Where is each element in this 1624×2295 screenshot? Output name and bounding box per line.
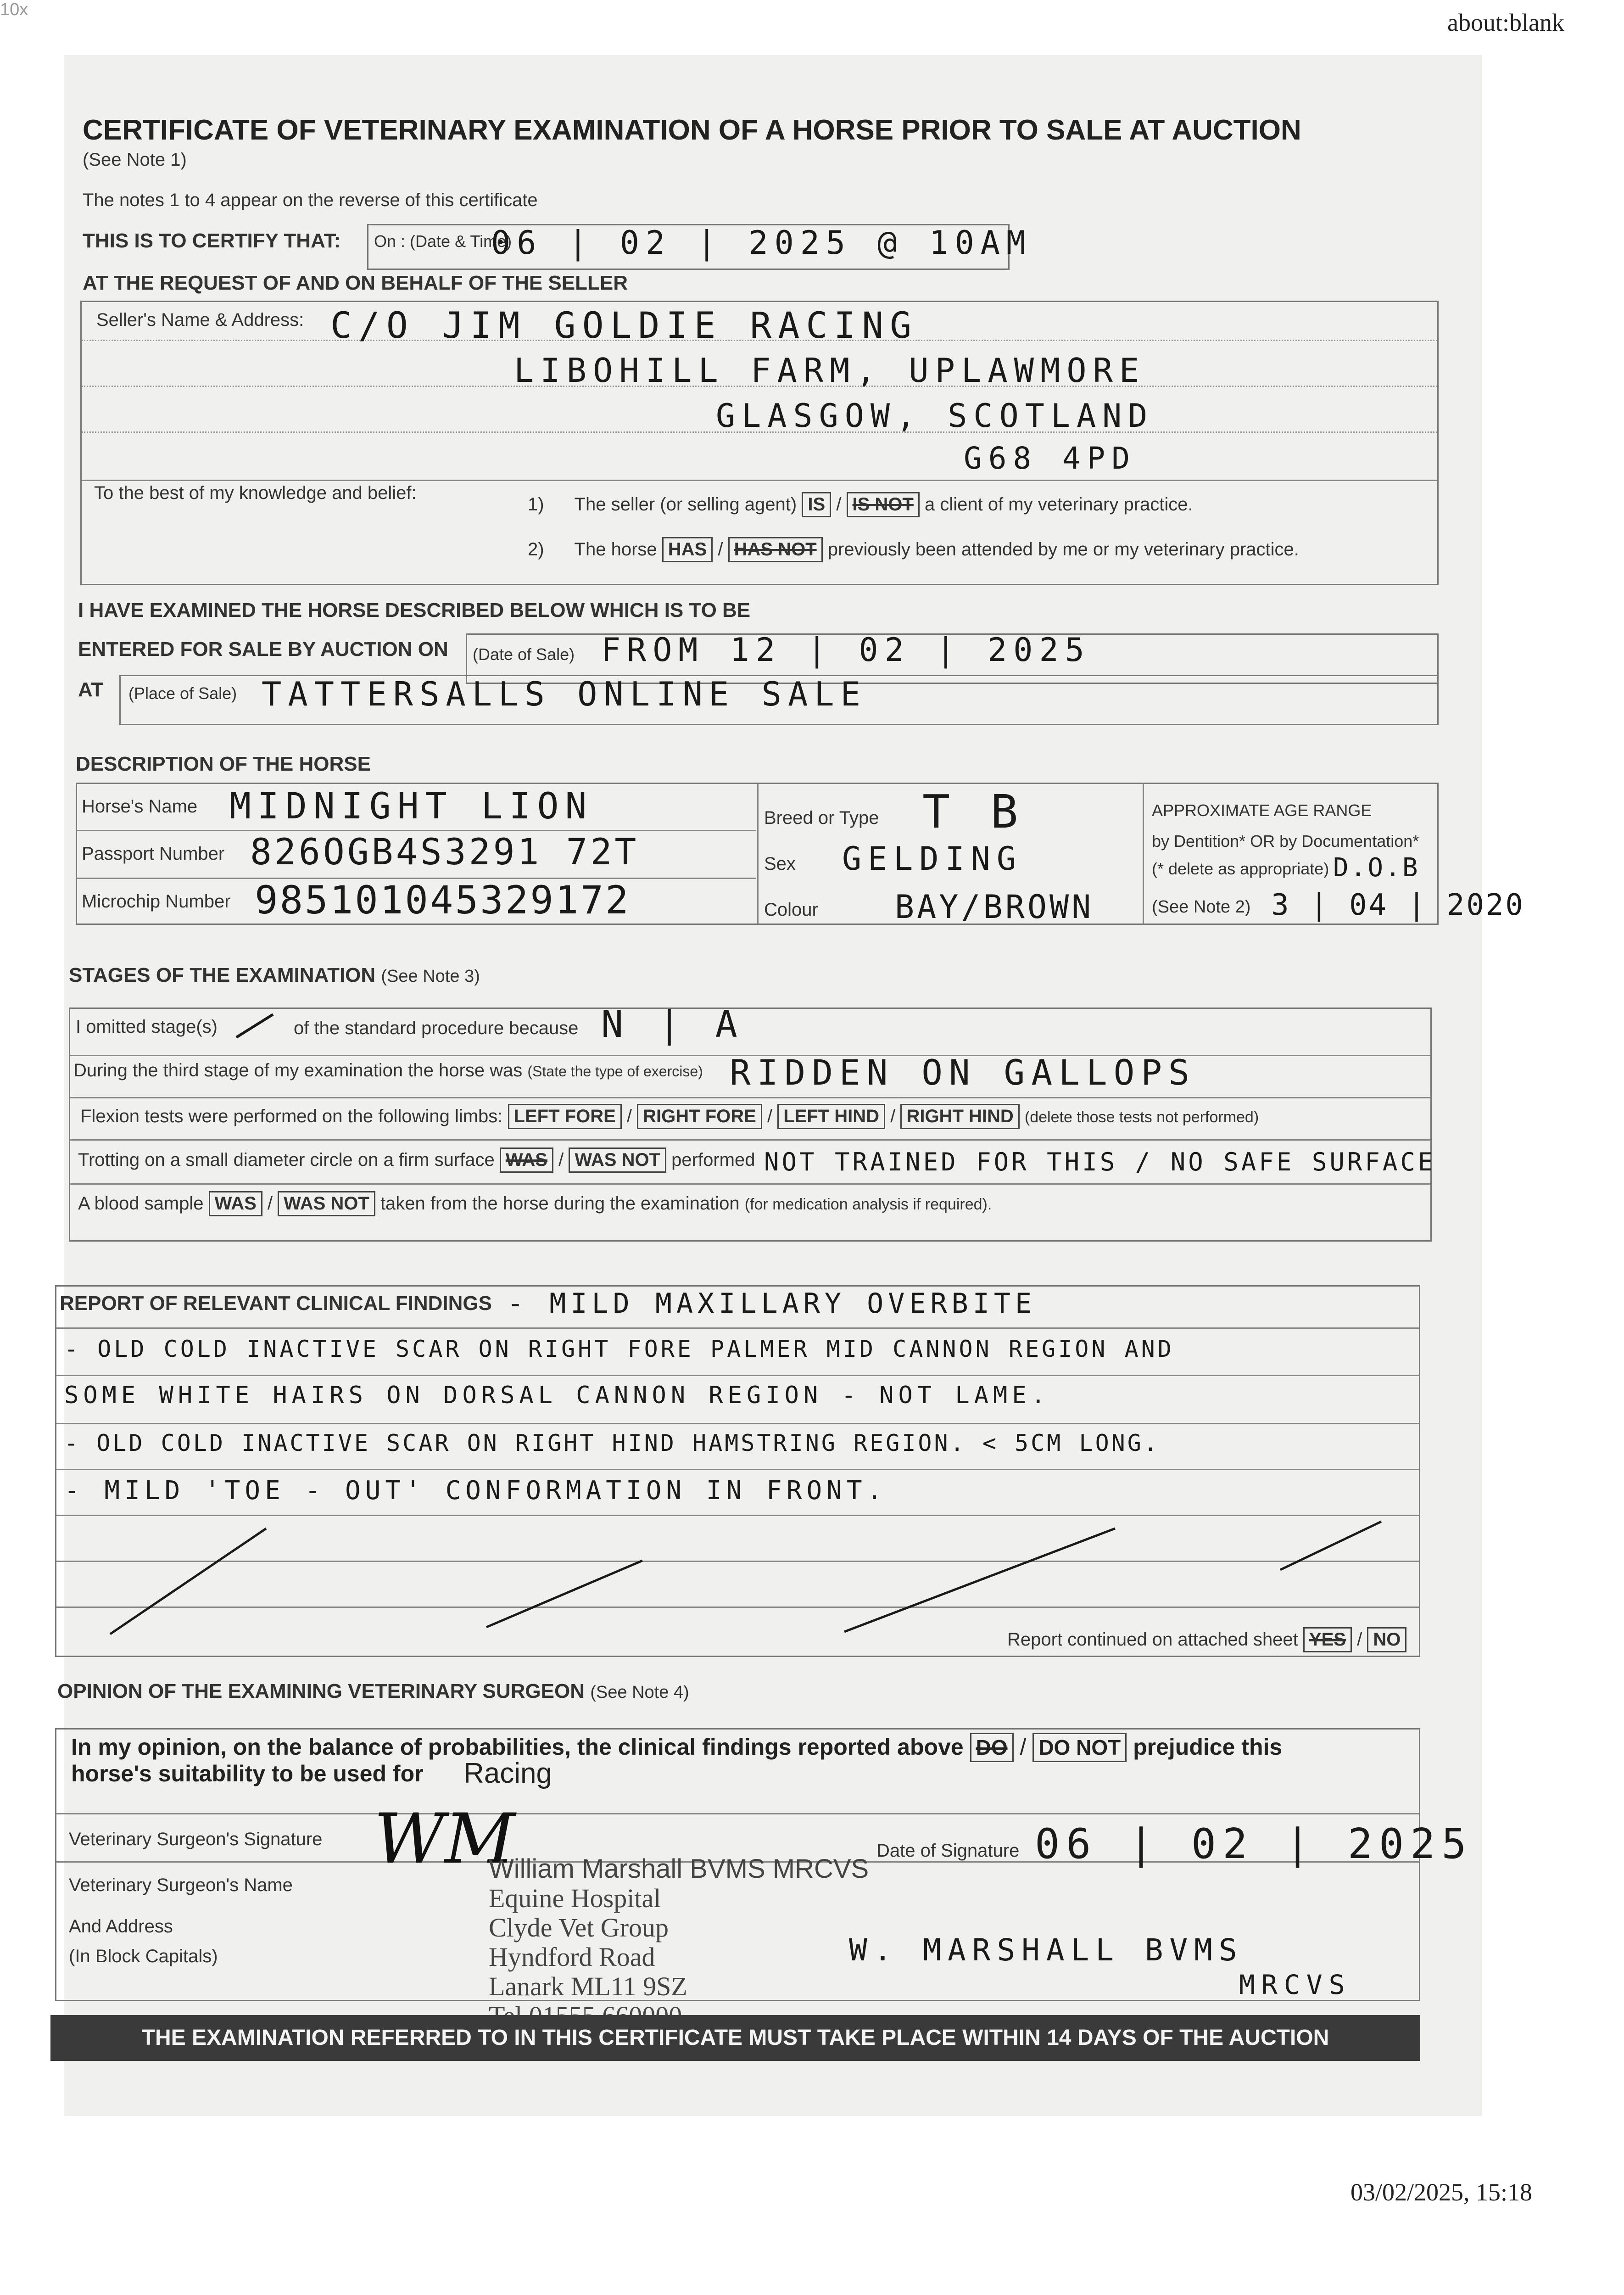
footer-banner: THE EXAMINATION REFERRED TO IN THIS CERTIFICATE MUST TAKE PLACE WITHIN 14 DAYS OF THE AUCTION — [50, 2015, 1420, 2061]
statement-2: 2) The horse HAS / HAS NOT previously been attended by me or my veterinary practice. — [528, 537, 1299, 562]
signature-date-label: Date of Signature — [876, 1841, 1020, 1861]
omitted-value: N | A — [601, 1003, 744, 1046]
has-not-option: HAS NOT — [728, 537, 823, 562]
omitted-dash-stroke — [232, 1005, 278, 1047]
report-line-3: SOME WHITE HAIRS ON DORSAL CANNON REGION - NOT LAME. — [64, 1382, 1050, 1409]
exam-datetime-value: 06 | 02 | 2025 @ 10AM — [491, 224, 1032, 262]
corner-mark: 10x — [0, 0, 28, 19]
blood-was-option: WAS — [209, 1191, 262, 1216]
age-method: by Dentition* OR by Documentation* — [1152, 832, 1419, 851]
age-dob-label: D.O.B — [1333, 853, 1420, 883]
report-line-1: - MILD MAXILLARY OVERBITE — [507, 1287, 1037, 1320]
horse-name-label: Horse's Name — [82, 796, 198, 817]
microchip-value: 985101045329172 — [255, 878, 631, 923]
vet-name-label: Veterinary Surgeon's Name — [69, 1875, 293, 1895]
statement-1: 1) The seller (or selling agent) IS / IS NOT a client of my veterinary practice. — [528, 492, 1193, 517]
trot-was-not-option: WAS NOT — [569, 1148, 666, 1173]
page-url: about:blank — [1447, 9, 1564, 36]
continued-yes-option: YES — [1303, 1627, 1352, 1652]
intended-use: Racing — [463, 1758, 552, 1789]
continued-no-option: NO — [1367, 1627, 1406, 1652]
blood-was-not-option: WAS NOT — [278, 1191, 375, 1216]
opinion-heading: OPINION OF THE EXAMINING VETERINARY SURGEON (See Note 4) — [57, 1680, 689, 1702]
age-delete-note: (* delete as appropriate) — [1152, 859, 1329, 878]
colour-label: Colour — [764, 900, 818, 920]
third-stage-value: RIDDEN ON GALLOPS — [730, 1052, 1196, 1093]
report-line-4: - OLD COLD INACTIVE SCAR ON RIGHT HIND HAMSTRING REGION. < 5CM LONG. — [64, 1430, 1160, 1456]
report-heading: REPORT OF RELEVANT CLINICAL FINDINGS — [60, 1292, 492, 1315]
report-line-2: - OLD COLD INACTIVE SCAR ON RIGHT FORE PALMER MID CANNON REGION AND — [64, 1336, 1174, 1362]
report-line-5: - MILD 'TOE - OUT' CONFORMATION IN FRONT. — [64, 1476, 887, 1506]
signature-date-value: 06 | 02 | 2025 — [1035, 1820, 1473, 1868]
practice-stamp: William Marshall BVMS MRCVS Equine Hospital Clyde Vet Group Hyndford Road Lanark ML11 9SZ — [489, 1854, 869, 2001]
sex-label: Sex — [764, 854, 796, 874]
omitted-post: of the standard procedure because — [294, 1018, 579, 1038]
seller-line-3: GLASGOW, SCOTLAND — [716, 397, 1154, 435]
passport-label: Passport Number — [82, 844, 225, 864]
request-label: AT THE REQUEST OF AND ON BEHALF OF THE SELLER — [83, 272, 628, 294]
certify-label: THIS IS TO CERTIFY THAT: — [83, 230, 341, 252]
omitted-label: I omitted stage(s) — [76, 1017, 218, 1037]
colour-value: BAY/BROWN — [895, 888, 1094, 926]
has-option: HAS — [662, 537, 713, 562]
do-not-option: DO NOT — [1032, 1733, 1127, 1762]
horse-heading: DESCRIPTION OF THE HORSE — [76, 753, 371, 775]
sale-place-label: (Place of Sale) — [128, 684, 237, 703]
notes-line: The notes 1 to 4 appear on the reverse of this certificate — [83, 190, 538, 210]
address-label-caps: (In Block Capitals) — [69, 1946, 218, 1966]
trotting-row: Trotting on a small diameter circle on a firm surface WAS / WAS NOT performed — [78, 1148, 755, 1173]
vet-name-handwritten-2: MRCVS — [1239, 1969, 1351, 2000]
trotting-reason: NOT TRAINED FOR THIS / NO SAFE SURFACE — [764, 1148, 1436, 1176]
limb-right-hind: RIGHT HIND — [900, 1104, 1019, 1129]
seller-line-1: C/O JIM GOLDIE RACING — [330, 305, 918, 347]
breed-value: T B — [922, 785, 1025, 839]
sale-heading-1: I HAVE EXAMINED THE HORSE DESCRIBED BELOW WHICH IS TO BE — [78, 599, 751, 621]
sale-place-value: TATTERSALLS ONLINE SALE — [262, 675, 867, 713]
continued-row: Report continued on attached sheet YES / NO — [1007, 1627, 1406, 1652]
exam-datetime-label: On : (Date & Time) — [374, 232, 512, 251]
is-option: IS — [802, 492, 831, 517]
certificate-title: CERTIFICATE OF VETERINARY EXAMINATION OF A HORSE PRIOR TO SALE AT AUCTION — [83, 114, 1301, 146]
age-label: APPROXIMATE AGE RANGE — [1152, 801, 1372, 820]
vet-name-handwritten: W. MARSHALL BVMS — [849, 1932, 1244, 1968]
age-value: 3 | 04 | 2020 — [1271, 888, 1525, 922]
sale-date-value: FROM 12 | 02 | 2025 — [601, 631, 1091, 669]
third-stage-label: During the third stage of my examination the horse was (State the type of exercise) — [73, 1060, 703, 1080]
print-timestamp: 03/02/2025, 15:18 — [1350, 2178, 1532, 2206]
seller-label: Seller's Name & Address: — [96, 310, 304, 330]
blood-row: A blood sample WAS / WAS NOT taken from the horse during the examination (for medication analysis if required). — [78, 1191, 992, 1216]
limb-left-fore: LEFT FORE — [508, 1104, 622, 1129]
sex-value: GELDING — [842, 840, 1023, 878]
age-see-note: (See Note 2) — [1152, 897, 1251, 917]
stages-heading: STAGES OF THE EXAMINATION (See Note 3) — [69, 964, 480, 986]
limb-right-fore: RIGHT FORE — [637, 1104, 762, 1129]
opinion-statement: In my opinion, on the balance of probabilities, the clinical findings reported above DO / DO NOT prejudice this — [71, 1733, 1282, 1762]
sale-at-label: AT — [78, 678, 104, 701]
is-not-option: IS NOT — [847, 492, 920, 517]
seller-line-4: G68 4PD — [964, 441, 1137, 476]
passport-value: 826OGB4S3291 72T — [250, 832, 639, 873]
trot-was-option: WAS — [500, 1148, 553, 1173]
breed-label: Breed or Type — [764, 808, 879, 828]
address-label: And Address — [69, 1916, 173, 1937]
title-note: (See Note 1) — [83, 150, 187, 170]
report-strike-strokes — [92, 1519, 1400, 1639]
sale-heading-2: ENTERED FOR SALE BY AUCTION ON — [78, 638, 448, 661]
signature-label: Veterinary Surgeon's Signature — [69, 1829, 323, 1849]
flexion-row: Flexion tests were performed on the following limbs: LEFT FORE / RIGHT FORE / LEFT HIND / RIGHT HIND (delete those tests not performed) — [80, 1104, 1259, 1129]
microchip-label: Microchip Number — [82, 891, 231, 912]
opinion-statement-2: horse's suitability to be used for — [71, 1761, 424, 1786]
horse-name-value: MIDNIGHT LION — [229, 786, 593, 827]
seller-line-2: LIBOHILL FARM, UPLAWMORE — [514, 351, 1146, 390]
do-option: DO — [970, 1733, 1014, 1762]
knowledge-label: To the best of my knowledge and belief: — [94, 483, 417, 503]
limb-left-hind: LEFT HIND — [777, 1104, 885, 1129]
vet-signature: WM — [374, 1799, 515, 1879]
sale-date-label: (Date of Sale) — [473, 645, 575, 664]
